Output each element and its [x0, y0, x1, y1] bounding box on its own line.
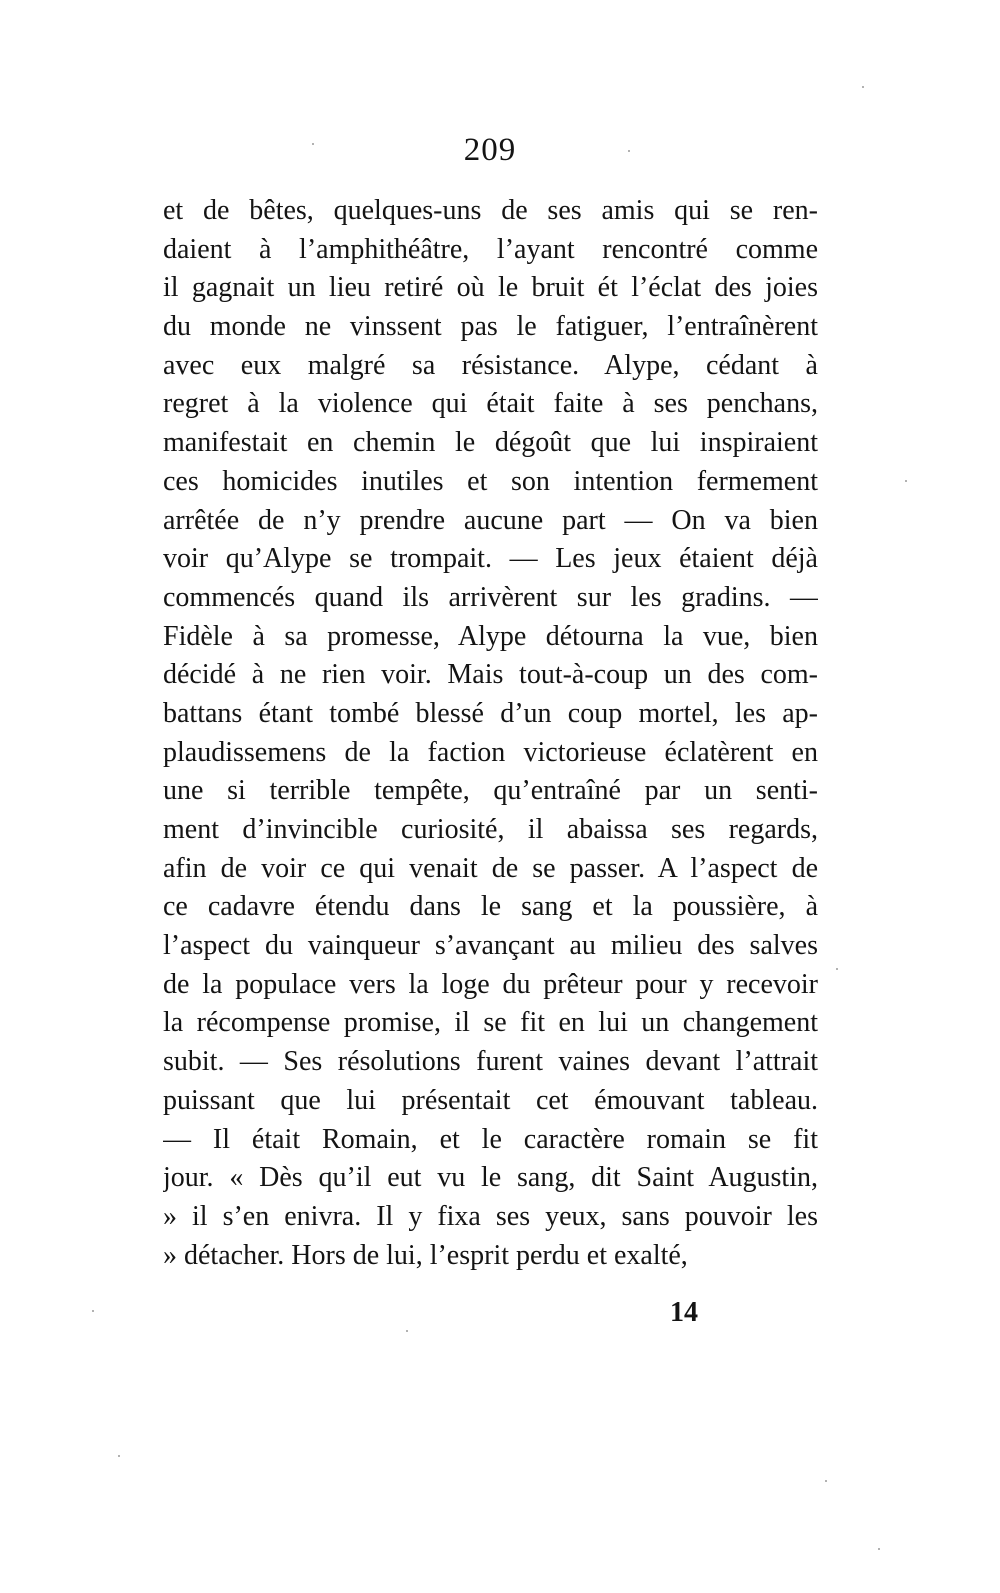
page-number: 209 — [463, 132, 517, 168]
text-line: ce cadavre étendu dans le sang et la poussière, à — [163, 891, 818, 923]
text-line: » il s’en enivra. Il y fixa ses yeux, sans pouvoir les — [163, 1200, 818, 1232]
text-line: ces homicides inutiles et son intention fermement — [163, 465, 818, 497]
signature-mark: 14 — [670, 1297, 698, 1328]
text-line: arrêtée de n’y prendre aucune part — On va bien — [163, 504, 818, 536]
text-line: regret à la violence qui était faite à ses penchans, — [163, 388, 818, 420]
text-line: — Il était Romain, et le caractère romain se fit — [163, 1123, 818, 1155]
text-line: afin de voir ce qui venait de se passer. A l’aspect de — [163, 852, 818, 884]
text-line: jour. « Dès qu’il eut vu le sang, dit Saint Augustin, — [163, 1162, 818, 1194]
scan-speck — [628, 150, 630, 152]
text-line: manifestait en chemin le dégoût que lui inspiraient — [163, 427, 818, 459]
scan-speck — [312, 143, 314, 145]
text-line: et de bêtes, quelques-uns de ses amis qui se ren- — [163, 195, 818, 226]
text-line: voir qu’Alype se trompait. — Les jeux étaient déjà — [163, 543, 818, 575]
scan-speck — [118, 1455, 120, 1457]
text-line: plaudissemens de la faction victorieuse éclatèrent en — [163, 736, 818, 768]
text-line: une si terrible tempête, qu’entraîné par un senti- — [163, 775, 818, 807]
text-line: battans étant tombé blessé d’un coup mortel, les ap- — [163, 697, 818, 729]
text-line: l’aspect du vainqueur s’avançant au milieu des salves — [163, 930, 818, 962]
text-line: décidé à ne rien voir. Mais tout-à-coup un des com- — [163, 659, 818, 691]
text-line: du monde ne vinssent pas le fatiguer, l’entraînèrent — [163, 311, 818, 343]
body-text — [163, 192, 818, 1275]
scan-speck — [406, 1330, 408, 1332]
text-line: » détacher. Hors de lui, l’esprit perdu et exalté, — [163, 1239, 688, 1271]
scan-speck — [836, 968, 838, 970]
scan-speck — [878, 1548, 880, 1550]
text-line: la récompense promise, il se fit en lui un changement — [163, 1007, 818, 1039]
text-line: ment d’invincible curiosité, il abaissa ses regards, — [163, 814, 818, 845]
scan-speck — [862, 86, 864, 88]
text-line: commencés quand ils arrivèrent sur les gradins. — — [163, 581, 818, 613]
text-line: il gagnait un lieu retiré où le bruit ét l’éclat des joies — [163, 272, 818, 304]
text-line: puissant que lui présentait cet émouvant tableau. — [163, 1084, 818, 1116]
text-line: daient à l’amphithéâtre, l’ayant rencontré comme — [163, 233, 818, 265]
text-line: avec eux malgré sa résistance. Alype, cédant à — [163, 349, 818, 381]
text-line: de la populace vers la loge du prêteur pour y recevoir — [163, 968, 818, 1000]
scan-speck — [825, 1480, 827, 1482]
text-line: subit. — Ses résolutions furent vaines devant l’attrait — [163, 1046, 818, 1078]
text-line: Fidèle à sa promesse, Alype détourna la vue, bien — [163, 620, 818, 652]
scan-speck — [92, 1310, 94, 1312]
scan-speck — [905, 480, 907, 482]
